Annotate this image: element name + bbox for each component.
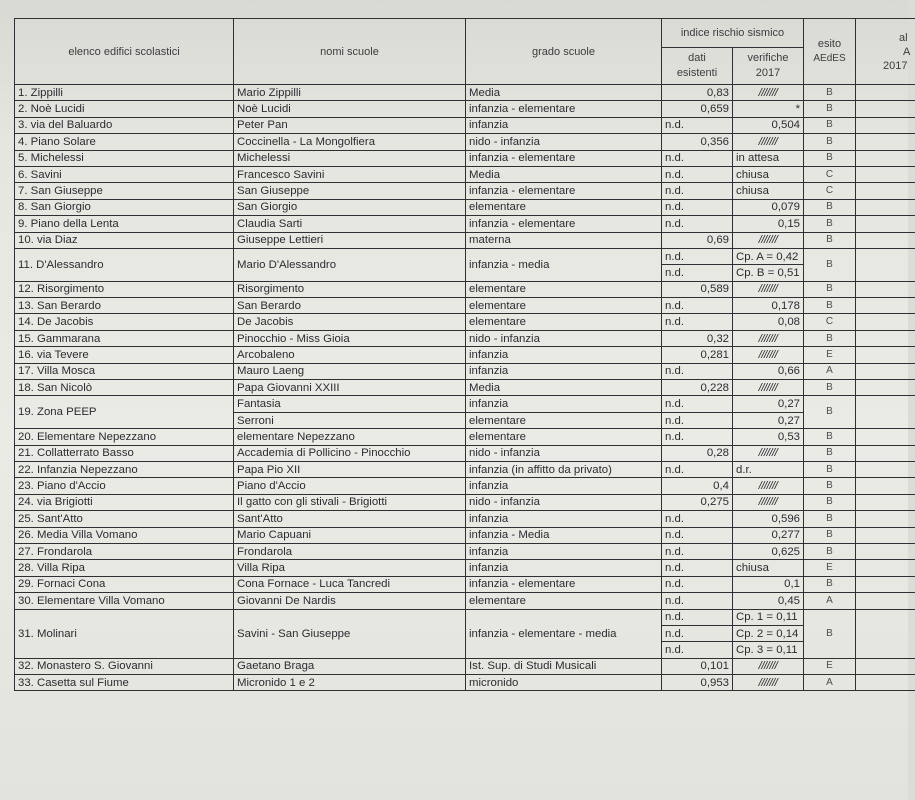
verifiche-cell: 0,504 — [733, 117, 804, 133]
table-row — [15, 248, 915, 264]
grado-cell: nido - infanzia — [466, 494, 662, 510]
grado-cell: Media — [466, 380, 662, 396]
blank-cell — [856, 543, 915, 559]
verifiche-cell: 0,45 — [733, 593, 804, 609]
esito-cell: B — [804, 511, 856, 527]
nome-cell: Peter Pan — [234, 117, 466, 133]
dati-cell: n.d. — [662, 265, 733, 281]
table-row — [15, 199, 915, 215]
edificio-cell: 30. Elementare Villa Vomano — [15, 593, 234, 609]
blank-cell — [856, 150, 915, 166]
dati-cell: 0,275 — [662, 494, 733, 510]
esito-cell: B — [804, 248, 856, 281]
edificio-cell: 28. Villa Ripa — [15, 560, 234, 576]
grado-cell: nido - infanzia — [466, 330, 662, 346]
dati-cell: n.d. — [662, 248, 733, 264]
edificio-cell: 8. San Giorgio — [15, 199, 234, 215]
blank-cell — [856, 314, 915, 330]
blank-cell — [856, 560, 915, 576]
table-row — [15, 543, 915, 559]
dati-cell: n.d. — [662, 543, 733, 559]
verifiche-cell: 0,625 — [733, 543, 804, 559]
edificio-cell: 9. Piano della Lenta — [15, 216, 234, 232]
table-row — [15, 363, 915, 379]
esito-cell: B — [804, 494, 856, 510]
nome-cell: Arcobaleno — [234, 347, 466, 363]
header-cut: al A 2017 — [856, 19, 915, 85]
blank-cell — [856, 609, 915, 658]
nome-cell: Michelessi — [234, 150, 466, 166]
verifiche-cell: /////// — [733, 478, 804, 494]
esito-cell: E — [804, 347, 856, 363]
nome-cell: Serroni — [234, 412, 466, 428]
nome-cell: Sant'Atto — [234, 511, 466, 527]
esito-cell: A — [804, 363, 856, 379]
esito-cell: B — [804, 298, 856, 314]
nome-cell: Noè Lucidi — [234, 101, 466, 117]
verifiche-cell: /////// — [733, 281, 804, 297]
dati-cell: n.d. — [662, 576, 733, 592]
grado-cell: nido - infanzia — [466, 134, 662, 150]
verifiche-cell: /////// — [733, 380, 804, 396]
dati-cell: 0,589 — [662, 281, 733, 297]
nome-cell: Gaetano Braga — [234, 658, 466, 674]
grado-cell: infanzia - Media — [466, 527, 662, 543]
blank-cell — [856, 298, 915, 314]
table-row — [15, 445, 915, 461]
dati-cell: n.d. — [662, 593, 733, 609]
grado-cell: infanzia — [466, 363, 662, 379]
grado-cell: infanzia - elementare — [466, 183, 662, 199]
grado-cell: infanzia - elementare - media — [466, 609, 662, 658]
table-row — [15, 298, 915, 314]
grado-cell: Ist. Sup. di Studi Musicali — [466, 658, 662, 674]
dati-cell: n.d. — [662, 199, 733, 215]
table-row — [15, 347, 915, 363]
verifiche-cell: 0,66 — [733, 363, 804, 379]
esito-cell: B — [804, 216, 856, 232]
header-nomi: nomi scuole — [234, 19, 466, 85]
edificio-cell: 2. Noè Lucidi — [15, 101, 234, 117]
dati-cell: n.d. — [662, 527, 733, 543]
esito-cell: B — [804, 461, 856, 477]
verifiche-cell: 0,178 — [733, 298, 804, 314]
verifiche-cell: Cp. 3 = 0,11 — [733, 642, 804, 658]
verifiche-cell: chiusa — [733, 560, 804, 576]
esito-cell: E — [804, 560, 856, 576]
esito-cell: B — [804, 380, 856, 396]
esito-cell: B — [804, 117, 856, 133]
verifiche-cell: chiusa — [733, 166, 804, 182]
dati-cell: 0,32 — [662, 330, 733, 346]
table-row — [15, 380, 915, 396]
blank-cell — [856, 527, 915, 543]
grado-cell: infanzia — [466, 396, 662, 412]
dati-cell: n.d. — [662, 560, 733, 576]
nome-cell: Villa Ripa — [234, 560, 466, 576]
nome-cell: Piano d'Accio — [234, 478, 466, 494]
table-row — [15, 511, 915, 527]
esito-cell: B — [804, 478, 856, 494]
edificio-cell: 23. Piano d'Accio — [15, 478, 234, 494]
dati-cell: n.d. — [662, 642, 733, 658]
nome-cell: San Giorgio — [234, 199, 466, 215]
esito-cell: B — [804, 396, 856, 429]
verifiche-cell: /////// — [733, 232, 804, 248]
nome-cell: De Jacobis — [234, 314, 466, 330]
blank-cell — [856, 117, 915, 133]
blank-cell — [856, 445, 915, 461]
edificio-cell: 20. Elementare Nepezzano — [15, 429, 234, 445]
esito-cell: B — [804, 101, 856, 117]
table-row — [15, 117, 915, 133]
grado-cell: infanzia - media — [466, 248, 662, 281]
nome-cell: Micronido 1 e 2 — [234, 675, 466, 691]
header-grado: grado scuole — [466, 19, 662, 85]
grado-cell: infanzia — [466, 347, 662, 363]
blank-cell — [856, 363, 915, 379]
dati-cell: n.d. — [662, 609, 733, 625]
edificio-cell: 10. via Diaz — [15, 232, 234, 248]
edificio-cell: 13. San Berardo — [15, 298, 234, 314]
verifiche-cell: 0,079 — [733, 199, 804, 215]
edificio-cell: 26. Media Villa Vomano — [15, 527, 234, 543]
edificio-cell: 32. Monastero S. Giovanni — [15, 658, 234, 674]
verifiche-cell: /////// — [733, 675, 804, 691]
verifiche-cell: /////// — [733, 347, 804, 363]
edificio-cell: 27. Frondarola — [15, 543, 234, 559]
grado-cell: infanzia - elementare — [466, 216, 662, 232]
edificio-cell: 16. via Tevere — [15, 347, 234, 363]
nome-cell: Cona Fornace - Luca Tancredi — [234, 576, 466, 592]
table-row — [15, 429, 915, 445]
grado-cell: infanzia — [466, 511, 662, 527]
verifiche-cell: 0,27 — [733, 412, 804, 428]
verifiche-cell: /////// — [733, 658, 804, 674]
esito-cell: B — [804, 445, 856, 461]
edificio-cell: 25. Sant'Atto — [15, 511, 234, 527]
blank-cell — [856, 576, 915, 592]
nome-cell: Giovanni De Nardis — [234, 593, 466, 609]
verifiche-cell: 0,15 — [733, 216, 804, 232]
grado-cell: micronido — [466, 675, 662, 691]
esito-cell: C — [804, 166, 856, 182]
grado-cell: elementare — [466, 593, 662, 609]
nome-cell: Mario Zippilli — [234, 85, 466, 101]
edificio-cell: 3. via del Baluardo — [15, 117, 234, 133]
esito-cell: B — [804, 330, 856, 346]
dati-cell: n.d. — [662, 298, 733, 314]
dati-cell: n.d. — [662, 625, 733, 641]
grado-cell: elementare — [466, 281, 662, 297]
blank-cell — [856, 461, 915, 477]
dati-cell: n.d. — [662, 412, 733, 428]
blank-cell — [856, 216, 915, 232]
grado-cell: infanzia (in affitto da privato) — [466, 461, 662, 477]
verifiche-cell: 0,08 — [733, 314, 804, 330]
table-row — [15, 478, 915, 494]
dati-cell: n.d. — [662, 216, 733, 232]
verifiche-cell: * — [733, 101, 804, 117]
header-indice: indice rischio sismico — [662, 19, 804, 48]
header-edifici: elenco edifici scolastici — [15, 19, 234, 85]
esito-cell: C — [804, 183, 856, 199]
edificio-cell: 12. Risorgimento — [15, 281, 234, 297]
table-row — [15, 281, 915, 297]
nome-cell: Il gatto con gli stivali - Brigiotti — [234, 494, 466, 510]
nome-cell: elementare Nepezzano — [234, 429, 466, 445]
nome-cell: Francesco Savini — [234, 166, 466, 182]
grado-cell: nido - infanzia — [466, 445, 662, 461]
esito-cell: E — [804, 658, 856, 674]
edificio-cell: 1. Zippilli — [15, 85, 234, 101]
dati-cell: n.d. — [662, 396, 733, 412]
esito-cell: B — [804, 150, 856, 166]
table-row — [15, 134, 915, 150]
verifiche-cell: /////// — [733, 134, 804, 150]
grado-cell: elementare — [466, 199, 662, 215]
dati-cell: n.d. — [662, 166, 733, 182]
nome-cell: Risorgimento — [234, 281, 466, 297]
esito-cell: B — [804, 576, 856, 592]
seismic-risk-table — [14, 18, 915, 691]
dati-cell: n.d. — [662, 429, 733, 445]
blank-cell — [856, 511, 915, 527]
blank-cell — [856, 183, 915, 199]
esito-cell: A — [804, 675, 856, 691]
blank-cell — [856, 281, 915, 297]
table-row — [15, 330, 915, 346]
blank-cell — [856, 478, 915, 494]
table-row — [15, 314, 915, 330]
verifiche-cell: chiusa — [733, 183, 804, 199]
table-row — [15, 85, 915, 101]
grado-cell: elementare — [466, 429, 662, 445]
nome-cell: Frondarola — [234, 543, 466, 559]
edificio-cell: 14. De Jacobis — [15, 314, 234, 330]
blank-cell — [856, 396, 915, 429]
nome-cell: Mario Capuani — [234, 527, 466, 543]
edificio-cell: 21. Collatterrato Basso — [15, 445, 234, 461]
edificio-cell: 5. Michelessi — [15, 150, 234, 166]
blank-cell — [856, 85, 915, 101]
edificio-cell: 11. D'Alessandro — [15, 248, 234, 281]
dati-cell: 0,4 — [662, 478, 733, 494]
nome-cell: Pinocchio - Miss Gioia — [234, 330, 466, 346]
nome-cell: Claudia Sarti — [234, 216, 466, 232]
dati-cell: n.d. — [662, 150, 733, 166]
verifiche-cell: d.r. — [733, 461, 804, 477]
edificio-cell: 18. San Nicolò — [15, 380, 234, 396]
dati-cell: 0,101 — [662, 658, 733, 674]
blank-cell — [856, 380, 915, 396]
nome-cell: San Berardo — [234, 298, 466, 314]
dati-cell: 0,83 — [662, 85, 733, 101]
verifiche-cell: /////// — [733, 445, 804, 461]
grado-cell: elementare — [466, 412, 662, 428]
table-row — [15, 232, 915, 248]
table-row — [15, 183, 915, 199]
nome-cell: Fantasia — [234, 396, 466, 412]
dati-cell: n.d. — [662, 314, 733, 330]
esito-cell: B — [804, 232, 856, 248]
dati-cell: n.d. — [662, 461, 733, 477]
edificio-cell: 22. Infanzia Nepezzano — [15, 461, 234, 477]
blank-cell — [856, 347, 915, 363]
blank-cell — [856, 429, 915, 445]
grado-cell: infanzia - elementare — [466, 101, 662, 117]
nome-cell: Savini - San Giuseppe — [234, 609, 466, 658]
verifiche-cell: in attesa — [733, 150, 804, 166]
edificio-cell: 31. Molinari — [15, 609, 234, 658]
edificio-cell: 33. Casetta sul Fiume — [15, 675, 234, 691]
grado-cell: infanzia - elementare — [466, 576, 662, 592]
verifiche-cell: 0,596 — [733, 511, 804, 527]
blank-cell — [856, 199, 915, 215]
dati-cell: 0,228 — [662, 380, 733, 396]
grado-cell: Media — [466, 166, 662, 182]
grado-cell: infanzia — [466, 543, 662, 559]
table-row — [15, 461, 915, 477]
table-row — [15, 396, 915, 412]
blank-cell — [856, 675, 915, 691]
blank-cell — [856, 494, 915, 510]
esito-cell: A — [804, 593, 856, 609]
nome-cell: Mario D'Alessandro — [234, 248, 466, 281]
verifiche-cell: Cp. A = 0,42 — [733, 248, 804, 264]
nome-cell: Papa Giovanni XXIII — [234, 380, 466, 396]
esito-cell: B — [804, 429, 856, 445]
table-row — [15, 560, 915, 576]
grado-cell: elementare — [466, 314, 662, 330]
esito-cell: B — [804, 85, 856, 101]
esito-cell: B — [804, 543, 856, 559]
edificio-cell: 17. Villa Mosca — [15, 363, 234, 379]
esito-cell: B — [804, 134, 856, 150]
verifiche-cell: 0,27 — [733, 396, 804, 412]
blank-cell — [856, 101, 915, 117]
verifiche-cell: 0,277 — [733, 527, 804, 543]
verifiche-cell: /////// — [733, 494, 804, 510]
grado-cell: infanzia — [466, 478, 662, 494]
esito-cell: B — [804, 281, 856, 297]
verifiche-cell: 0,1 — [733, 576, 804, 592]
verifiche-cell: /////// — [733, 85, 804, 101]
dati-cell: n.d. — [662, 363, 733, 379]
edificio-cell: 29. Fornaci Cona — [15, 576, 234, 592]
dati-cell: 0,69 — [662, 232, 733, 248]
table-row — [15, 658, 915, 674]
esito-cell: B — [804, 609, 856, 658]
blank-cell — [856, 134, 915, 150]
nome-cell: San Giuseppe — [234, 183, 466, 199]
dati-cell: n.d. — [662, 117, 733, 133]
grado-cell: infanzia - elementare — [466, 150, 662, 166]
nome-cell: Mauro Laeng — [234, 363, 466, 379]
table-row — [15, 576, 915, 592]
table-row — [15, 216, 915, 232]
verifiche-cell: Cp. 1 = 0,11 — [733, 609, 804, 625]
dati-cell: 0,281 — [662, 347, 733, 363]
table-row — [15, 150, 915, 166]
verifiche-cell: 0,53 — [733, 429, 804, 445]
grado-cell: materna — [466, 232, 662, 248]
header-verifiche: verifiche 2017 — [733, 48, 804, 85]
dati-cell: 0,28 — [662, 445, 733, 461]
edificio-cell: 4. Piano Solare — [15, 134, 234, 150]
edificio-cell: 15. Gammarana — [15, 330, 234, 346]
dati-cell: n.d. — [662, 511, 733, 527]
esito-cell: C — [804, 314, 856, 330]
grado-cell: infanzia — [466, 560, 662, 576]
dati-cell: 0,953 — [662, 675, 733, 691]
dati-cell: 0,659 — [662, 101, 733, 117]
nome-cell: Accademia di Pollicino - Pinocchio — [234, 445, 466, 461]
blank-cell — [856, 658, 915, 674]
edificio-cell: 19. Zona PEEP — [15, 396, 234, 429]
dati-cell: 0,356 — [662, 134, 733, 150]
edificio-cell: 6. Savini — [15, 166, 234, 182]
table-row — [15, 675, 915, 691]
verifiche-cell: Cp. B = 0,51 — [733, 265, 804, 281]
header-dati: dati esistenti — [662, 48, 733, 85]
verifiche-cell: Cp. 2 = 0,14 — [733, 625, 804, 641]
table-row — [15, 494, 915, 510]
dati-cell: n.d. — [662, 183, 733, 199]
table-row — [15, 609, 915, 625]
header-esito: esito AEdES — [804, 19, 856, 85]
blank-cell — [856, 330, 915, 346]
table-row — [15, 166, 915, 182]
esito-cell: B — [804, 199, 856, 215]
blank-cell — [856, 166, 915, 182]
nome-cell: Giuseppe Lettieri — [234, 232, 466, 248]
esito-cell: B — [804, 527, 856, 543]
blank-cell — [856, 248, 915, 281]
grado-cell: Media — [466, 85, 662, 101]
blank-cell — [856, 232, 915, 248]
nome-cell: Coccinella - La Mongolfiera — [234, 134, 466, 150]
edificio-cell: 24. via Brigiotti — [15, 494, 234, 510]
table-row — [15, 527, 915, 543]
table-row — [15, 101, 915, 117]
grado-cell: infanzia — [466, 117, 662, 133]
blank-cell — [856, 593, 915, 609]
edificio-cell: 7. San Giuseppe — [15, 183, 234, 199]
nome-cell: Papa Pio XII — [234, 461, 466, 477]
table-row — [15, 593, 915, 609]
grado-cell: elementare — [466, 298, 662, 314]
verifiche-cell: /////// — [733, 330, 804, 346]
